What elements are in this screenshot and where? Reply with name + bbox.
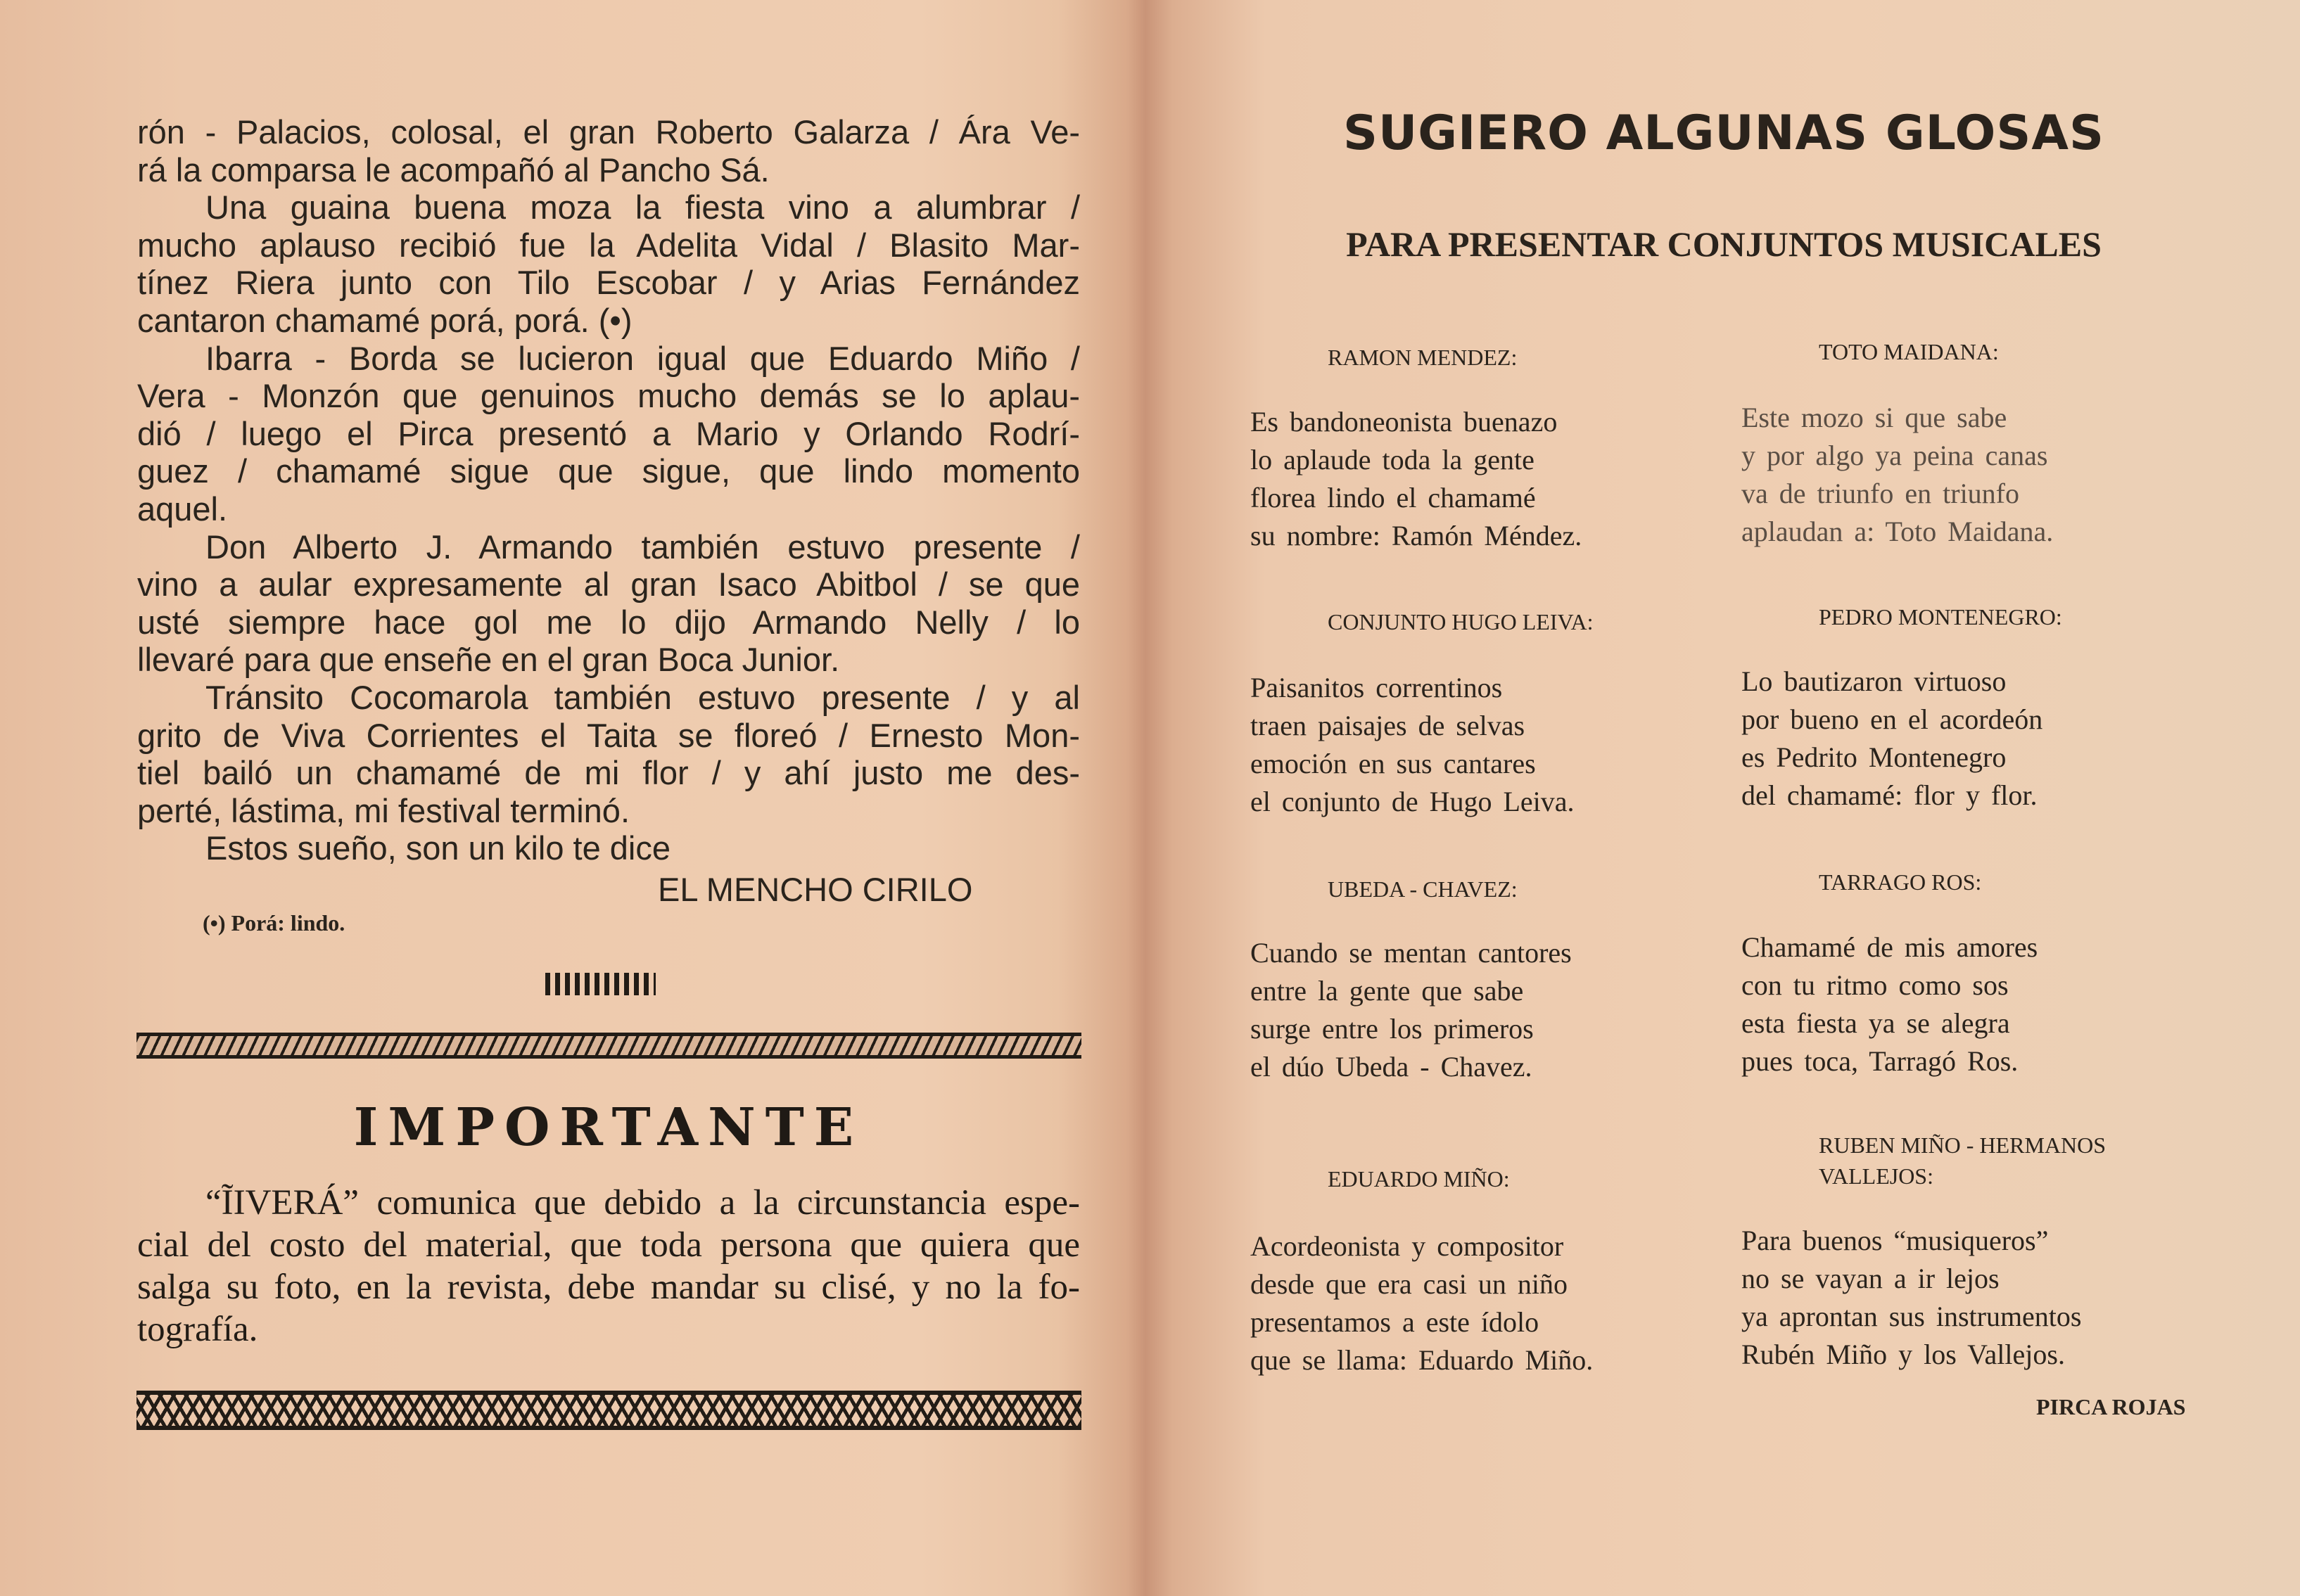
verse-line: aplaudan a: Toto Maidana. <box>1741 516 2054 547</box>
glosa-heading: UBEDA - CHAVEZ: <box>1328 876 1518 902</box>
ornamental-border-bottom <box>136 1391 1081 1430</box>
glosa-heading: RAMON MENDEZ: <box>1328 345 1518 370</box>
text-line: mucho aplauso recibió fue la Adelita Vidal / Blasito Mar- <box>137 226 1080 264</box>
text-line: llevaré para que enseñe en el gran Boca Junior. <box>137 641 840 679</box>
footnote: (•) Porá: lindo. <box>203 910 345 936</box>
text-line: vino a aular expresamente al gran Isaco Abitbol / se que <box>137 566 1080 604</box>
verse-line: presentamos a este ídolo <box>1250 1306 1539 1338</box>
glosa-heading: TOTO MAIDANA: <box>1819 339 1999 364</box>
page-title: SUGIERO ALGUNAS GLOSAS <box>1343 106 2104 161</box>
glosa-heading: PEDRO MONTENEGRO: <box>1819 604 2062 630</box>
verse-line: por bueno en el acordeón <box>1741 703 2043 735</box>
text-line: dió / luego el Pirca presentó a Mario y Orlando Rodrí- <box>137 414 1080 452</box>
verse-line: emoción en sus cantares <box>1250 748 1536 779</box>
verse-line: su nombre: Ramón Méndez. <box>1250 520 1582 551</box>
verse-line: va de triunfo en triunfo <box>1741 478 2019 509</box>
text-line: tiel bailó un chamamé de mi flor / y ahí justo me des- <box>137 754 1080 792</box>
glosa-heading: TARRAGO ROS: <box>1819 869 1982 895</box>
text-line: cantaron chamamé porá, porá. (•) <box>137 302 633 339</box>
author: PIRCA ROJAS <box>2036 1394 2186 1419</box>
verse-line: del chamamé: flor y flor. <box>1741 779 2038 811</box>
verse-line: surge entre los primeros <box>1250 1013 1534 1045</box>
verse-line: lo aplaude toda la gente <box>1250 444 1535 475</box>
verse-line: Rubén Miño y los Vallejos. <box>1741 1339 2065 1370</box>
notice-line: salga su foto, en la revista, debe mandar su clisé, y no la fo- <box>137 1268 1080 1307</box>
notice-line: tografía. <box>137 1310 258 1349</box>
glosa-heading: CONJUNTO HUGO LEIVA: <box>1328 609 1594 634</box>
verse-line: es Pedrito Montenegro <box>1741 741 2007 773</box>
notice-line: cial del costo del material, que toda persona que quiera que <box>137 1225 1080 1265</box>
verse-line: Este mozo si que sabe <box>1741 402 2007 433</box>
verse-line: con tu ritmo como sos <box>1741 969 2009 1001</box>
verse-line: el dúo Ubeda - Chavez. <box>1250 1051 1532 1083</box>
verse-line: Acordeonista y compositor <box>1250 1230 1564 1262</box>
notice-line: “ĨIVERÁ” comunica que debido a la circunstancia espe- <box>205 1183 1080 1222</box>
verse-line: traen paisajes de selvas <box>1250 710 1525 741</box>
text-line: Una guaina buena moza la fiesta vino a alumbrar / <box>205 189 1080 226</box>
text-line: usté siempre hace gol me lo dijo Armando Nelly / lo <box>137 603 1080 641</box>
verse-line: el conjunto de Hugo Leiva. <box>1250 786 1575 817</box>
ornamental-border-top <box>136 1033 1081 1059</box>
verse-line: pues toca, Tarragó Ros. <box>1741 1045 2019 1077</box>
verse-line: y por algo ya peina canas <box>1741 440 2048 471</box>
verse-line: que se llama: Eduardo Miño. <box>1250 1344 1594 1376</box>
text-line: Vera - Monzón que genuinos mucho demás se lo aplau- <box>137 377 1080 415</box>
ornament-bars <box>545 973 656 995</box>
glosa-heading: RUBEN MIÑO - HERMANOS <box>1819 1132 2107 1158</box>
verse-line: Lo bautizaron virtuoso <box>1741 665 2007 697</box>
glosa-heading: EDUARDO MIÑO: <box>1328 1166 1510 1192</box>
text-line: aquel. <box>137 490 228 528</box>
verse-line: florea lindo el chamamé <box>1250 482 1536 513</box>
text-line: Estos sueño, son un kilo te dice <box>205 829 671 867</box>
text-line: perté, lástima, mi festival terminó. <box>137 791 630 829</box>
text-line: guez / chamamé sigue que sigue, que lindo momento <box>137 452 1080 490</box>
notice-title: IMPORTANTE <box>353 1097 864 1158</box>
text-line: Don Alberto J. Armando también estuvo presente / <box>205 528 1080 566</box>
text-line: Ibarra - Borda se lucieron igual que Eduardo Miño / <box>205 339 1080 377</box>
glosa-heading: VALLEJOS: <box>1819 1163 1933 1189</box>
verse-line: ya aprontan sus instrumentos <box>1741 1301 2082 1332</box>
verse-line: Chamamé de mis amores <box>1741 931 2038 963</box>
verse-line: no se vayan a ir lejos <box>1741 1263 2000 1294</box>
text-line: Tránsito Cocomarola también estuvo presente / y al <box>205 679 1080 716</box>
page-subtitle: PARA PRESENTAR CONJUNTOS MUSICALES <box>1346 224 2102 264</box>
text-line: grito de Viva Corrientes el Taita se floreó / Ernesto Mon- <box>137 716 1080 754</box>
verse-line: entre la gente que sabe <box>1250 975 1524 1007</box>
signature: EL MENCHO CIRILO <box>658 871 973 908</box>
verse-line: Cuando se mentan cantores <box>1250 937 1572 969</box>
text-line: rón - Palacios, colosal, el gran Roberto Galarza / Ára Ve- <box>137 113 1080 151</box>
verse-line: Paisanitos correntinos <box>1250 672 1503 703</box>
verse-line: Es bandoneonista buenazo <box>1250 406 1558 438</box>
text-line: rá la comparsa le acompañó al Pancho Sá. <box>137 151 770 189</box>
verse-line: esta fiesta ya se alegra <box>1741 1007 2010 1039</box>
verse-line: Para buenos “musiqueros” <box>1741 1225 2049 1256</box>
verse-line: desde que era casi un niño <box>1250 1268 1568 1300</box>
text-line: tínez Riera junto con Tilo Escobar / y Arias Fernández <box>137 264 1080 302</box>
